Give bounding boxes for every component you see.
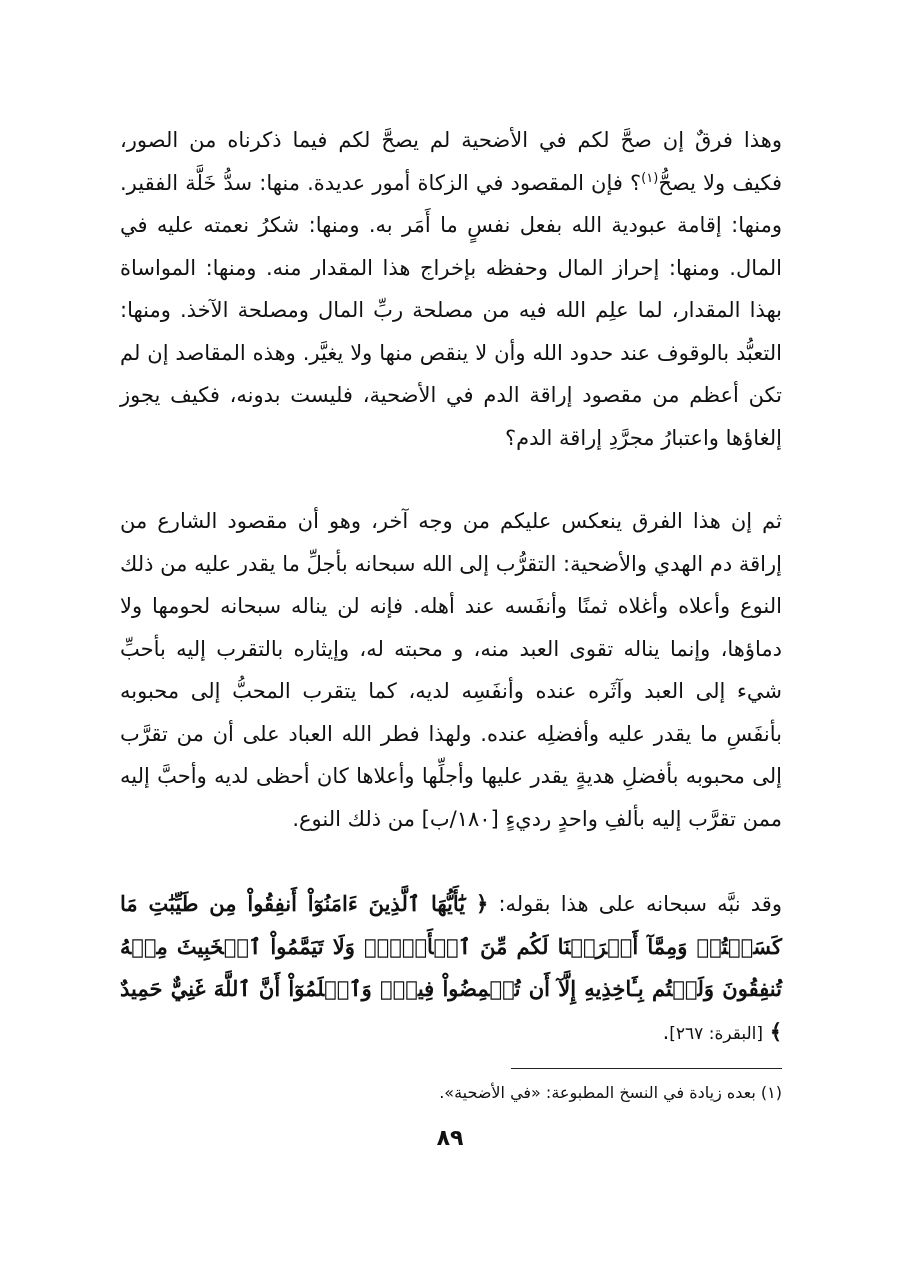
paragraph-text-start: وهذا فرقٌ إن صحَّ لكم في الأضحية لم يصحَّ لكم فيما ذكرناه من الصور، فكيف ولا يصحُّ	[120, 128, 782, 195]
footnote-marker[interactable]: (١)	[641, 170, 659, 186]
verse-intro: وقد نبَّه سبحانه على هذا بقوله:	[488, 892, 782, 916]
verse-end-punctuation: .	[662, 1019, 670, 1044]
paragraph-sacrifice-purpose	[120, 500, 782, 840]
paragraph-quran-verse	[120, 883, 782, 1055]
paragraph-text: ثم إن هذا الفرق ينعكس عليكم من وجه آخر، وهو أن مقصود الشارع من إراقة دم الهدي والأضحية: التقرُّب إلى الله سبحانه بأجلِّ ما يقدر عليه من ذلك النوع وأعلاه وأغلاه ثمنًا وأنفَسه عند أهله. فإنه لن يناله سبحانه لحومها ولا دماؤها، وإنما يناله تقوى العبد منه، و محبته له، وإيثاره بالتقرب إليه بأحبِّ شيء إلى العبد وآثَره عنده وأنفَسِه لديه، كما يتقرب المحبُّ إلى محبوبه بأنفَسِ ما يقدر عليه وأفضلِه عنده. ولهذا فطر الله العباد على أن من تقرَّب إلى محبوبه بأفضلِ هديةٍ يقدر عليها وأجلِّها وأعلاها كان أحظى لديه وأحبَّ إليه ممن تقرَّب إليه بألفِ واحدٍ رديءٍ [١٨٠/ب] من ذلك النوع.	[120, 509, 782, 831]
footnote-divider	[511, 1068, 782, 1069]
paragraph-text-end: ؟ فإن المقصود في الزكاة أمور عديدة. منها: سدُّ خَلَّة الفقير. ومنها: إقامة عبودية الله بفعل نفسٍ ما أَمَر به. ومنها: شكرُ نعمته عليه في المال. ومنها: إحراز المال وحفظه بإخراج هذا المقدار منه. ومنها: المواساة بهذا المقدار، لما علِم الله فيه من مصلحة ربِّ المال ومصلحة الآخذ. ومنها: التعبُّد بالوقوف عند حدود الله وأن لا ينقص منها ولا يغيَّر. وهذه المقاصد إن لم تكن أعظم من مقصود إراقة الدم في الأضحية، فليست بدونه، فكيف يجوز إلغاؤها واعتبارُ مجرَّدِ إراقة الدم؟	[120, 170, 782, 450]
sura-reference: [البقرة: ٢٦٧]	[669, 1023, 763, 1044]
page-number: ٨٩	[436, 1126, 464, 1151]
footnote: (١) بعده زيادة في النسخ المطبوعة: «في الأضحية».	[439, 1083, 782, 1102]
paragraph-zakat-objectives	[120, 119, 782, 459]
quran-verse: ﴿ يَٰٓأَيُّهَا ٱلَّذِينَ ءَامَنُوٓاْ أَنفِقُواْ مِن طَيِّبَٰتِ مَا كَسَبۡتُمۡ وَمِمَّآ أَخۡرَجۡنَا لَكُم مِّنَ ٱلۡأَرۡضِۖ وَلَا تَيَمَّمُواْ ٱلۡخَبِيثَ مِنۡهُ تُنفِقُونَ وَلَسۡتُم بِـَٔاخِذِيهِ إِلَّآ أَن تُغۡمِضُواْ فِيهِۚ وَٱعۡلَمُوٓاْ أَنَّ ٱللَّهَ غَنِيٌّ حَمِيدٌ ﴾	[120, 891, 782, 1044]
